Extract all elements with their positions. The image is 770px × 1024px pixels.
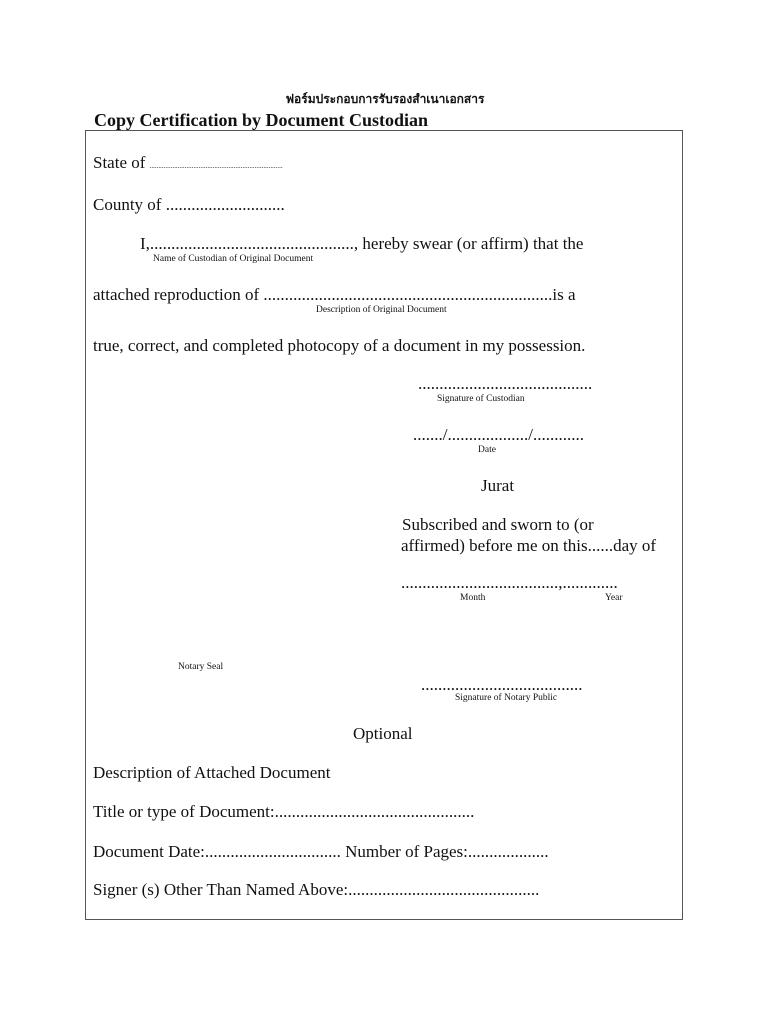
custodian-name-field[interactable]: I,................................................, hereby swear (or affirm) that the [140,234,584,253]
document-date-pages-field[interactable]: Document Date:................................ Number of Pages:................... [93,842,549,861]
month-caption: Month [460,593,486,603]
month-year-field[interactable]: .....................................,............. [401,573,618,592]
thai-form-title: ฟอร์มประกอบการรับรองสำเนาเอกสาร [285,92,485,106]
notary-signature-field[interactable]: ...................................... [421,675,583,694]
optional-heading: Optional [353,724,413,743]
state-dots: ............................................................................ [149,162,283,170]
date-field[interactable]: ......./.................../............ [413,425,584,444]
jurat-line-2[interactable]: affirmed) before me on this......day of [401,536,657,555]
notary-signature-caption: Signature of Notary Public [455,693,558,703]
attached-document-heading: Description of Attached Document [93,763,331,782]
original-document-caption: Description of Original Document [316,305,447,315]
notary-seal-label: Notary Seal [178,662,224,672]
county-field[interactable]: County of ............................ [93,195,285,214]
custodian-signature-caption: Signature of Custodian [437,394,525,404]
possession-statement: true, correct, and completed photocopy of a document in my possession. [93,336,586,355]
year-caption: Year [605,593,623,603]
original-document-description-field[interactable]: attached reproduction of ....................................................................is a [93,285,576,304]
jurat-line-1: Subscribed and sworn to (or [402,515,594,534]
page-title: Copy Certification by Document Custodian [94,110,429,130]
document-title-field[interactable]: Title or type of Document:............................................... [93,802,475,821]
custodian-signature-field[interactable]: ......................................... [418,374,593,393]
custodian-name-caption: Name of Custodian of Original Document [153,254,314,264]
state-field[interactable] [93,153,283,173]
jurat-heading: Jurat [481,476,515,495]
date-caption: Date [478,445,496,455]
state-label: State of [93,153,146,172]
other-signers-field[interactable]: Signer (s) Other Than Named Above:............................................. [93,880,540,899]
